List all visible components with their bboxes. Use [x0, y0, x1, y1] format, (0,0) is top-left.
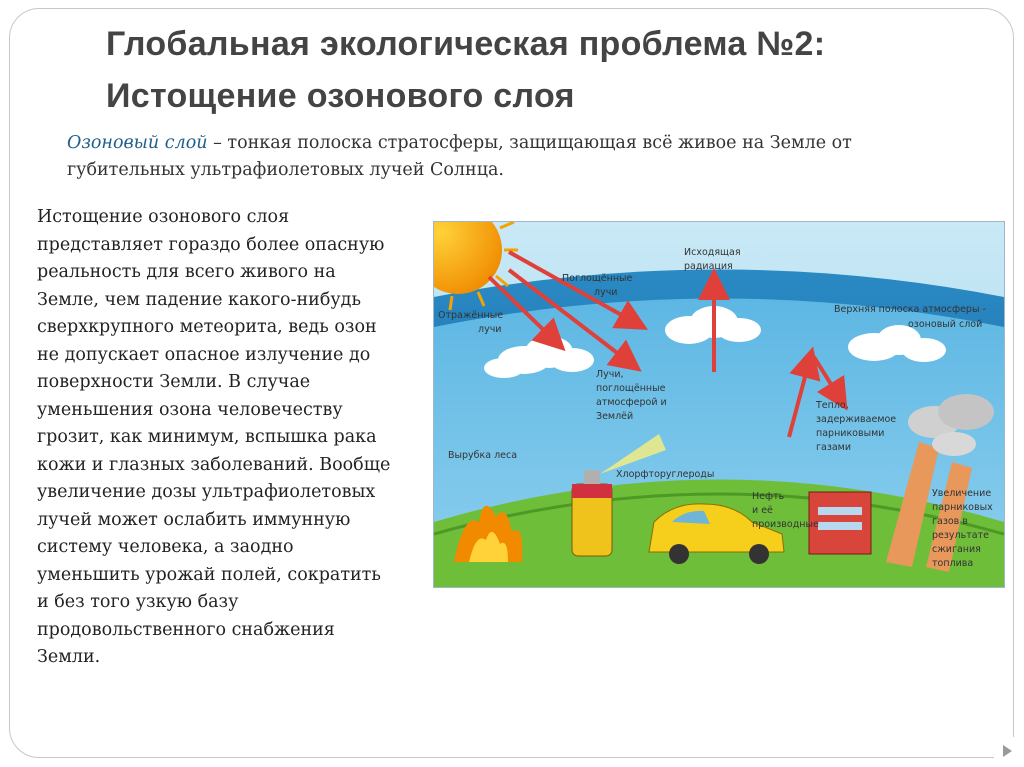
svg-text:озоновый слой — [908, 319, 982, 330]
label-absorbed-atm: Лучи, — [596, 369, 624, 380]
label-absorbed: лучи — [594, 287, 618, 298]
svg-text:топлива — [932, 558, 973, 569]
label-upper-layer: озоновый слой — [908, 319, 983, 330]
svg-text:производные — [752, 519, 819, 530]
label-greenhouse: Увеличение — [932, 488, 992, 499]
label-oil: Нефть — [752, 491, 785, 502]
svg-text:Нефть — [752, 491, 785, 502]
slide-title — [106, 18, 966, 122]
label-greenhouse: парниковых — [932, 502, 993, 513]
label-absorbed-atm: атмосферой и — [596, 397, 667, 408]
svg-text:Землёй — [596, 411, 633, 422]
svg-text:Лучи, — [596, 369, 624, 380]
body-line: Земле, чем падение какого-нибудь — [37, 289, 361, 310]
body-line: грозит, как минимум, вспышка рака — [37, 427, 377, 447]
ozone-diagram-svg — [434, 222, 1004, 587]
svg-text:Верхняя полоска атмосферы - — [834, 304, 986, 315]
definition-paragraph — [67, 130, 947, 184]
label-heat: парниковыми — [816, 428, 885, 439]
body-line: поверхности Земли. В случае — [37, 372, 311, 392]
body-line: продовольственного снабжения — [37, 619, 335, 640]
svg-text:и её — [752, 505, 773, 516]
body-line: увеличение дозы ультрафиолетовых — [37, 482, 376, 502]
body-paragraph — [37, 204, 437, 672]
body-line: сверхкрупного метеорита, ведь озон — [37, 317, 377, 337]
definition-text: – тонкая полоска стратосферы, защищающая всё живое на Земле от губительных ультрафиолетовых лучей Солнца. — [67, 133, 852, 180]
label-absorbed-atm: Землёй — [596, 411, 634, 422]
label-heat: Тепло, — [816, 400, 849, 411]
body-line: не допускает опасное излучение до — [37, 344, 371, 365]
svg-text:Поглощённые — [562, 273, 633, 284]
svg-text:газов в — [932, 516, 968, 527]
body-line: уменьшения озона человечеству — [37, 399, 343, 420]
body-line: реальность для всего живого на — [37, 262, 336, 282]
label-deforestation: Вырубка леса — [448, 450, 518, 461]
next-slide-icon[interactable] — [1003, 745, 1012, 757]
svg-text:атмосферой и — [596, 397, 667, 408]
label-reflected: Отражённые — [438, 310, 504, 321]
svg-text:радиация — [684, 261, 733, 272]
label-upper-layer: Верхняя полоска атмосферы - — [834, 304, 986, 315]
svg-text:Отражённые — [438, 310, 503, 321]
label-greenhouse: топлива — [932, 558, 974, 569]
label-oil: и её — [752, 505, 773, 516]
svg-text:Вырубка леса — [448, 450, 517, 461]
label-greenhouse: газов в — [932, 516, 968, 527]
svg-text:Хлорфторуглероды — [616, 469, 714, 480]
body-line: представляет гораздо более опасную — [37, 234, 385, 255]
svg-text:Исходящая — [684, 247, 741, 258]
label-heat: задерживаемое — [816, 414, 897, 425]
svg-text:Увеличение — [932, 488, 991, 499]
svg-text:парниковых — [932, 502, 993, 513]
slide-title-line-2: Истощение озонового слоя — [106, 77, 575, 115]
label-oil: производные — [752, 519, 819, 530]
label-absorbed-atm: поглощённые — [596, 383, 666, 394]
svg-text:газами — [816, 442, 851, 453]
body-line: и без того узкую базу — [37, 592, 239, 612]
svg-text:результате — [932, 530, 989, 541]
body-line: систему человека, а заодно — [37, 537, 294, 557]
label-heat: газами — [816, 442, 852, 453]
svg-text:поглощённые — [596, 383, 666, 394]
svg-text:Тепло, — [815, 400, 849, 411]
ozone-diagram — [433, 221, 1005, 588]
label-greenhouse: результате — [932, 530, 989, 541]
label-outgoing: Исходящая — [684, 247, 741, 258]
body-line: лучей может ослабить иммунную — [37, 509, 351, 530]
label-reflected: лучи — [478, 324, 502, 335]
svg-text:задерживаемое — [816, 414, 896, 425]
svg-text:лучи — [478, 324, 501, 335]
body-line: Истощение озонового слоя — [37, 207, 290, 227]
svg-text:лучи — [594, 287, 617, 298]
body-line: уменьшить урожай полей, сократить — [37, 564, 381, 585]
svg-text:парниковыми — [816, 428, 884, 439]
svg-text:сжигания — [932, 544, 981, 555]
label-outgoing: радиация — [684, 261, 733, 272]
body-line: Земли. — [37, 647, 101, 667]
slide-title-line-1: Глобальная экологическая проблема №2: — [106, 25, 826, 63]
label-greenhouse: сжигания — [932, 544, 981, 555]
label-cfc: Хлорфторуглероды — [616, 469, 715, 480]
label-absorbed: Поглощённые — [562, 273, 633, 284]
body-line: кожи и глазных заболеваний. Вообще — [37, 454, 391, 475]
definition-term: Озоновый слой — [67, 133, 208, 153]
